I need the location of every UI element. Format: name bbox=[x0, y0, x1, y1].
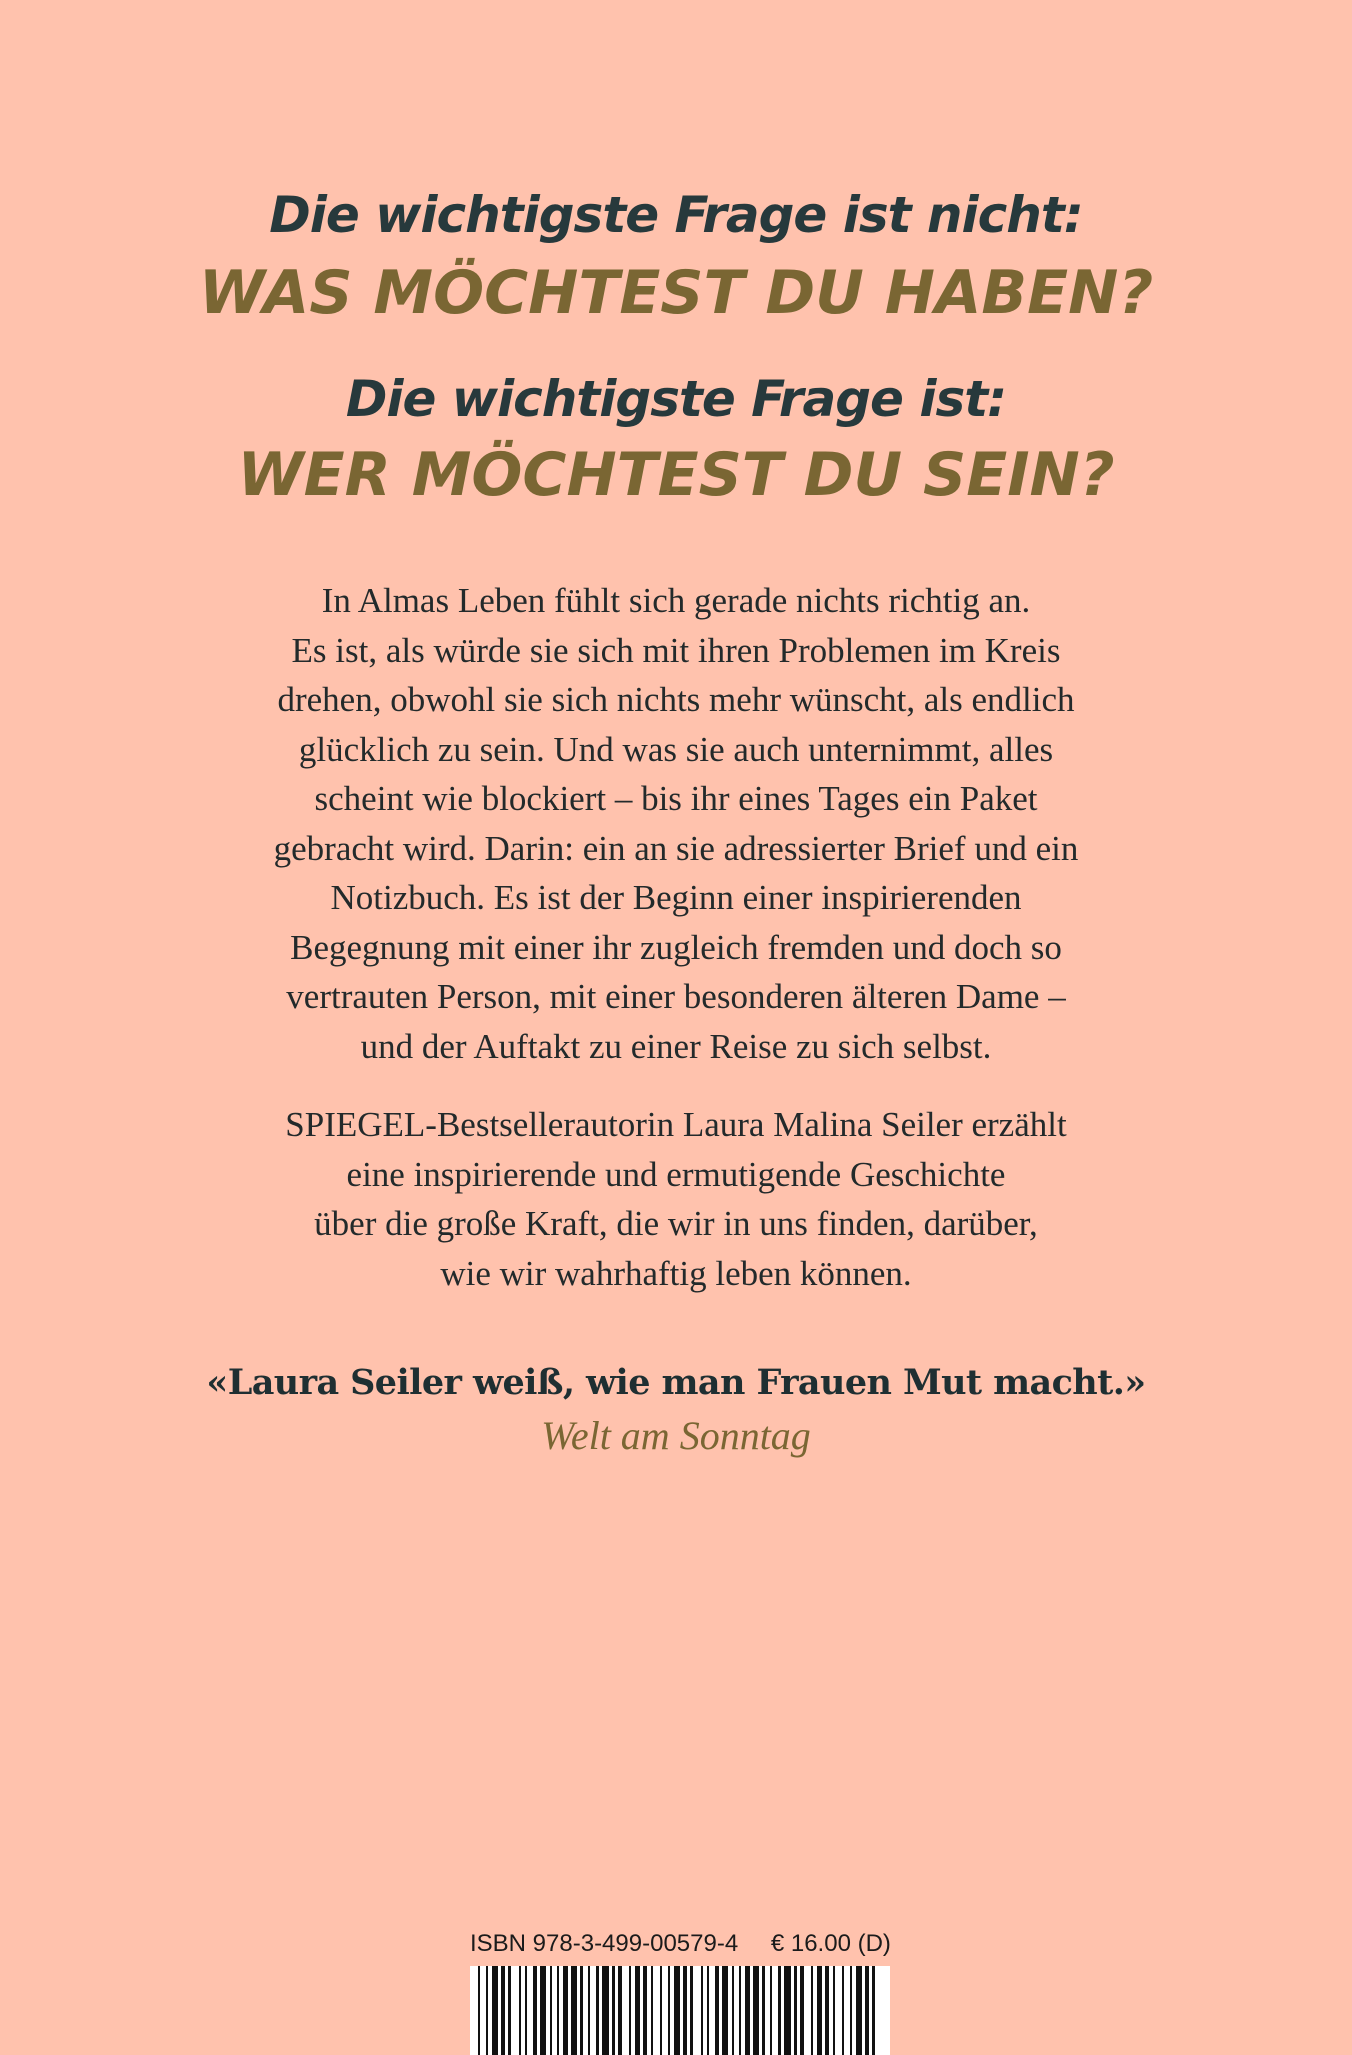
barcode-bar bbox=[690, 1966, 693, 2055]
barcode-bar bbox=[856, 1966, 862, 2055]
barcode-bar bbox=[753, 1966, 759, 2055]
isbn-text: ISBN 978-3-499-00579-4 bbox=[470, 1930, 739, 1957]
barcode-bar bbox=[618, 1966, 622, 2055]
barcode-bar bbox=[817, 1966, 822, 2055]
barcode-bar bbox=[563, 1966, 568, 2055]
barcode-bar bbox=[635, 1966, 640, 2055]
barcode-bar bbox=[519, 1966, 521, 2055]
barcode-bar bbox=[865, 1966, 869, 2055]
barcode-bar bbox=[707, 1966, 709, 2055]
barcode-graphic bbox=[470, 1966, 890, 2055]
barcode-bar bbox=[580, 1966, 583, 2055]
blurb-line: gebracht wird. Darin: ein an sie adressierter Brief und ein bbox=[273, 828, 1079, 868]
barcode-bar bbox=[588, 1966, 590, 2055]
barcode-bar bbox=[833, 1966, 835, 2055]
blurb-line: vertrauten Person, mit einer besonderen älteren Dame – bbox=[286, 977, 1066, 1016]
blurb-line: Es ist, als würde sie sich mit ihren Problemen im Kreis bbox=[291, 630, 1061, 670]
headline-question-2: Die wichtigste Frage ist: bbox=[345, 370, 1007, 428]
barcode-bar bbox=[770, 1966, 772, 2055]
blurb-line: glücklich zu sein. Und was sie auch unternimmt, alles bbox=[298, 729, 1054, 769]
blurb-line: über die große Kraft, die wir in uns finden, darüber, bbox=[314, 1204, 1038, 1243]
barcode-bar bbox=[550, 1966, 552, 2055]
blurb-line: Begegnung mit einer ihr zugleich fremden und doch so bbox=[290, 927, 1062, 967]
barcode-bar bbox=[525, 1966, 527, 2055]
barcode-bar bbox=[668, 1966, 670, 2055]
barcode-bar bbox=[612, 1966, 615, 2055]
blurb-line: scheint wie blockiert – bis ihr eines Tages ein Paket bbox=[314, 779, 1038, 818]
barcode-bar bbox=[643, 1966, 647, 2055]
barcode-bar bbox=[850, 1966, 852, 2055]
barcode-bar bbox=[540, 1966, 546, 2055]
blurb-paragraph-1 bbox=[150, 576, 1202, 1071]
headline-question-1: Die wichtigste Frage ist nicht: bbox=[269, 186, 1083, 244]
blurb-line: drehen, obwohl sie sich nichts mehr wünscht, als endlich bbox=[277, 680, 1075, 719]
blurb-paragraph-2 bbox=[150, 1100, 1202, 1298]
barcode-bar bbox=[533, 1966, 537, 2055]
barcode-bar bbox=[762, 1966, 765, 2055]
barcode-bar bbox=[842, 1966, 844, 2055]
barcode-bar bbox=[557, 1966, 559, 2055]
barcode-bar bbox=[825, 1966, 829, 2055]
barcode-bar bbox=[478, 1966, 480, 2055]
barcode-bar bbox=[486, 1966, 488, 2055]
review-source: Welt am Sonntag bbox=[541, 1413, 811, 1458]
barcode-bar bbox=[800, 1966, 804, 2055]
barcode-bar bbox=[571, 1966, 577, 2055]
headline-answer-2: WER MÖCHTEST DU SEIN? bbox=[237, 440, 1115, 510]
barcode-bar bbox=[745, 1966, 750, 2055]
barcode-bar bbox=[602, 1966, 609, 2055]
barcode-bar bbox=[784, 1966, 791, 2055]
blurb-line: eine inspirierende und ermutigende Geschichte bbox=[346, 1154, 1006, 1194]
blurb-line: wie wir wahrhaftig leben können. bbox=[440, 1253, 912, 1293]
imprint-line bbox=[470, 1930, 890, 1958]
price-text: € 16.00 (D) bbox=[770, 1930, 891, 1957]
barcode-bar bbox=[701, 1966, 703, 2055]
barcode-bar bbox=[651, 1966, 653, 2055]
review-quote: «Laura Seiler weiß, wie man Frauen Mut macht.» bbox=[206, 1362, 1146, 1403]
barcode-bar bbox=[501, 1966, 505, 2055]
barcode-bar bbox=[778, 1966, 781, 2055]
barcode-bar bbox=[732, 1966, 734, 2055]
barcode-bar bbox=[492, 1966, 498, 2055]
barcode-bar bbox=[715, 1966, 719, 2055]
barcode-bar bbox=[674, 1966, 680, 2055]
barcode-bar bbox=[872, 1966, 875, 2055]
barcode-bar bbox=[596, 1966, 599, 2055]
barcode-bar bbox=[794, 1966, 797, 2055]
blurb-line: und der Auftakt zu einer Reise zu sich selbst. bbox=[360, 1026, 992, 1066]
blurb-line: In Almas Leben fühlt sich gerade nichts richtig an. bbox=[321, 581, 1031, 620]
barcode bbox=[470, 1966, 890, 2055]
barcode-bar bbox=[722, 1966, 728, 2055]
blurb-line: SPIEGEL-Bestsellerautorin Laura Malina Seiler erzählt bbox=[285, 1105, 1067, 1144]
barcode-bar bbox=[739, 1966, 741, 2055]
barcode-bar bbox=[660, 1966, 662, 2055]
barcode-bar bbox=[683, 1966, 687, 2055]
barcode-bar bbox=[629, 1966, 631, 2055]
barcode-bar bbox=[508, 1966, 511, 2055]
blurb-line: Notizbuch. Es ist der Beginn einer inspirierenden bbox=[330, 878, 1022, 917]
headline-answer-1: WAS MÖCHTEST DU HABEN? bbox=[198, 258, 1154, 328]
barcode-bar bbox=[811, 1966, 813, 2055]
